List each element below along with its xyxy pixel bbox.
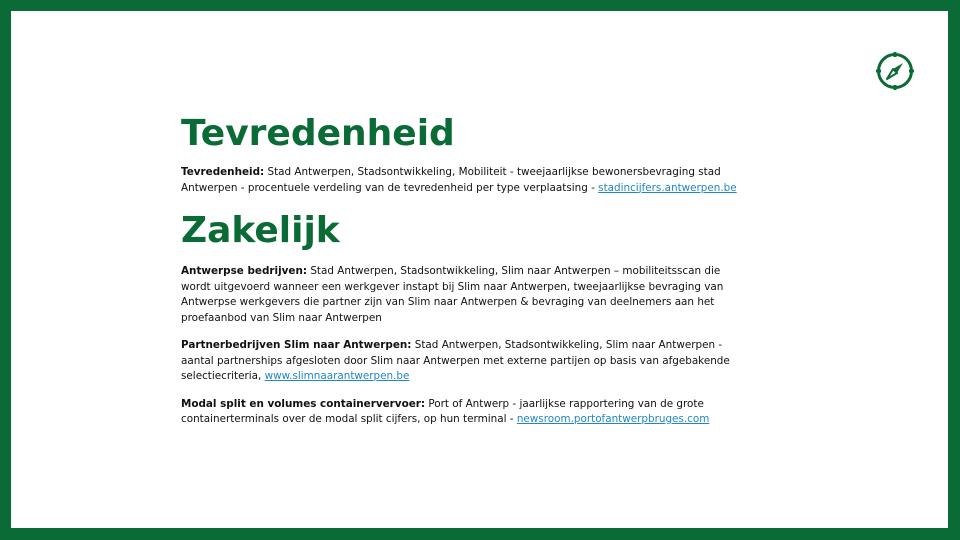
link-slimnaarantwerpen[interactable]: www.slimnaarantwerpen.be bbox=[264, 370, 410, 382]
source-text: Stad Antwerpen, Stadsontwikkeling, Slim naar Antwerpen - aantal partnerships afgesloten door Slim naar Antwerpen met externe partijen op basis van afgebakende selectiecriteria, bbox=[181, 339, 730, 382]
link-newsroom[interactable]: newsroom.portofantwerpbruges.com bbox=[516, 413, 710, 425]
compass-icon bbox=[875, 51, 915, 91]
source-label: Partnerbedrijven Slim naar Antwerpen: bbox=[181, 339, 412, 351]
source-text: Port of Antwerp - jaarlijkse rapportering van de grote containerterminals over de modal split cijfers, op hun terminal - bbox=[181, 397, 704, 425]
source-label: Tevredenheid: bbox=[181, 166, 265, 178]
source-label: Antwerpse bedrijven: bbox=[181, 265, 308, 277]
source-label: Modal split en volumes containervervoer: bbox=[181, 397, 426, 410]
heading-zakelijk: Zakelijk bbox=[181, 210, 340, 251]
source-partnerbedrijven bbox=[181, 338, 741, 385]
content bbox=[181, 111, 741, 440]
source-tevredenheid bbox=[181, 165, 741, 196]
heading-tevredenheid: Tevredenheid bbox=[181, 113, 455, 154]
source-text: Stad Antwerpen, Stadsontwikkeling, Slim naar Antwerpen – mobiliteitsscan die wordt uitgevoerd wanneer een werkgever instapt bij Slim naar Antwerpen, tweejaarlijkse bevraging van Antwerpse werkgevers die partner zijn van Slim naar Antwerpen & bevraging van deelnemers aan het proefaanbod van Slim naar Antwerpen bbox=[181, 265, 724, 324]
source-text: Stad Antwerpen, Stadsontwikkeling, Mobiliteit - tweejaarlijkse bewonersbevraging stad Antwerpen - procentuele verdeling van de tevredenheid per type verplaatsing - bbox=[181, 166, 721, 194]
slide bbox=[11, 11, 948, 528]
source-containervervoer bbox=[181, 397, 741, 428]
source-antwerpse-bedrijven bbox=[181, 264, 741, 326]
link-stadincijfers[interactable]: stadincijfers.antwerpen.be bbox=[598, 181, 737, 194]
